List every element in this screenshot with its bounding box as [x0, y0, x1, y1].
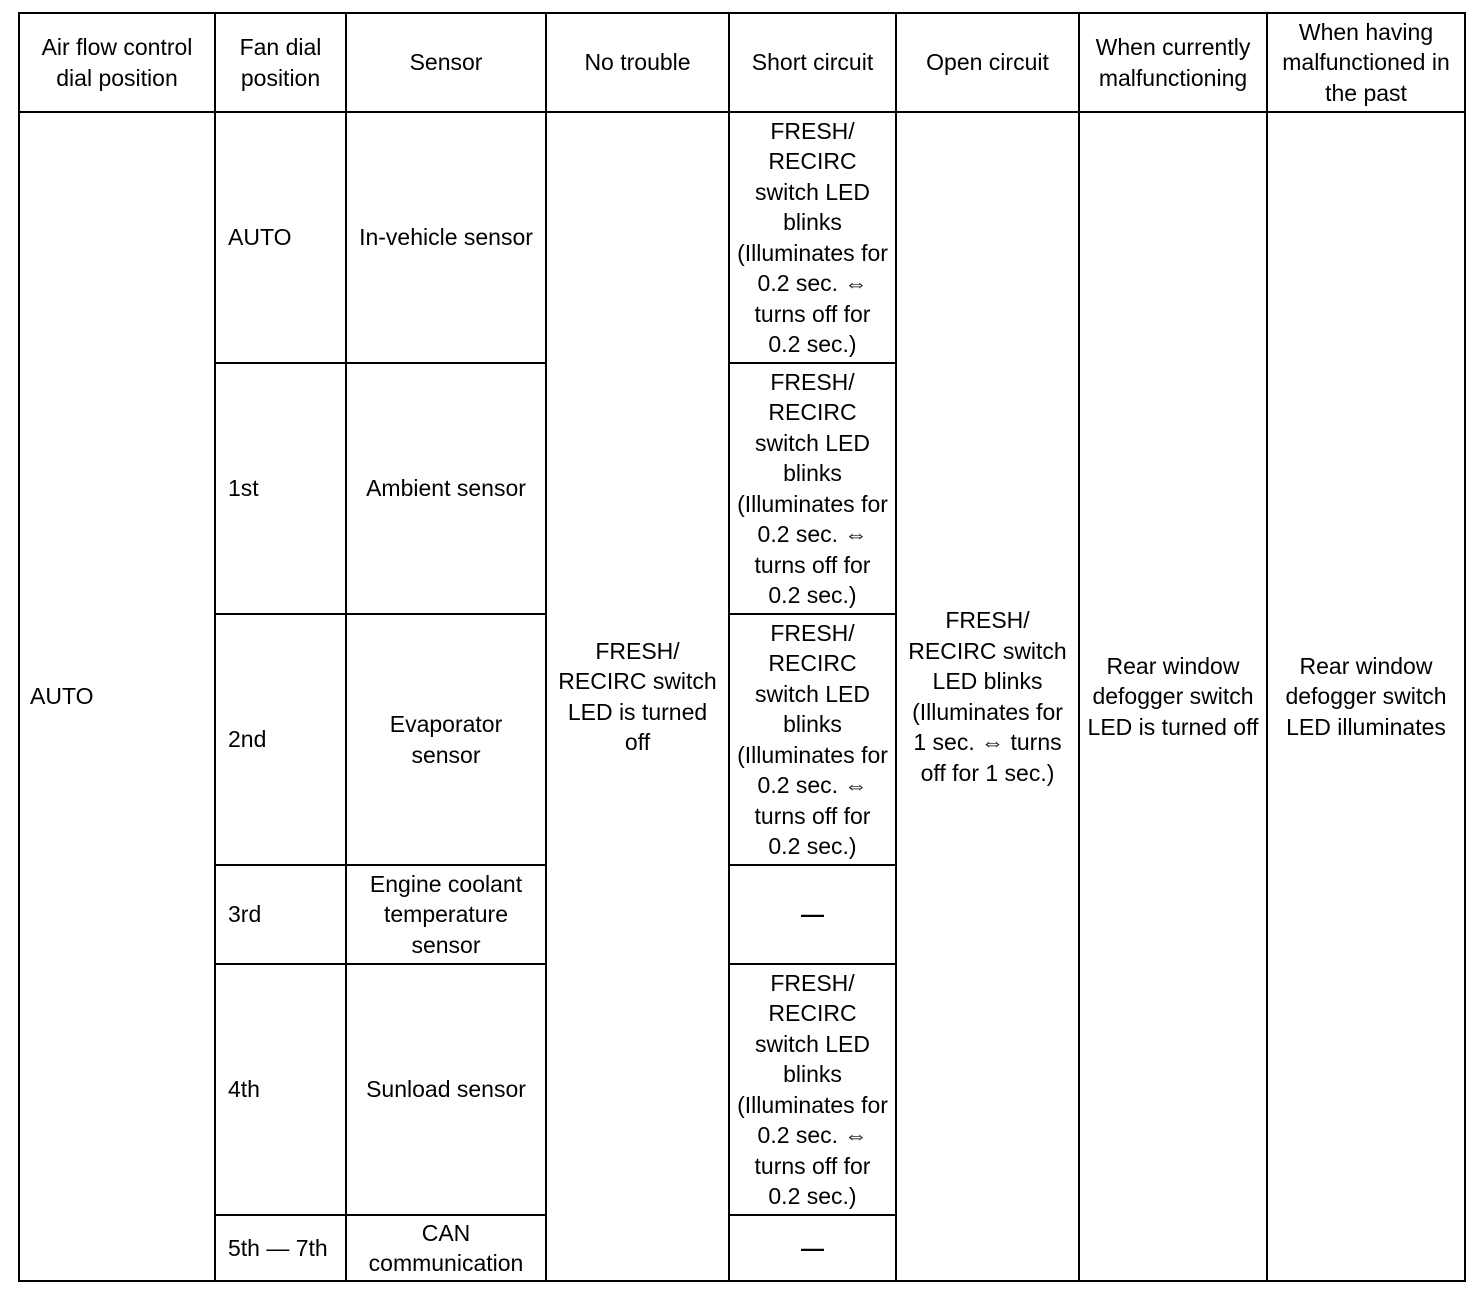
sensor-cell: Evaporator sensor: [346, 614, 546, 865]
diagnosis-table: [18, 12, 1466, 1282]
no-trouble-value: FRESH/ RECIRC switch LED is turned off: [546, 112, 729, 1281]
short-circuit-cell: FRESH/ RECIRC switch LED blinks (Illuminates for 0.2 sec. ⇔ turns off for 0.2 sec.): [729, 614, 896, 865]
fan-dial-cell: 3rd: [215, 865, 346, 964]
short-circuit-cell: FRESH/ RECIRC switch LED blinks (Illuminates for 0.2 sec. ⇔ turns off for 0.2 sec.): [729, 112, 896, 363]
sensor-cell: In-vehicle sensor: [346, 112, 546, 363]
sensor-cell: Ambient sensor: [346, 363, 546, 614]
header-fan-dial: Fan dial position: [215, 13, 346, 112]
header-short-circuit: Short circuit: [729, 13, 896, 112]
fan-dial-cell: 2nd: [215, 614, 346, 865]
short-circuit-cell: —: [729, 1215, 896, 1281]
sensor-cell: Sunload sensor: [346, 964, 546, 1215]
header-currently-malfunctioning: When currently malfunctioning: [1079, 13, 1267, 112]
currently-malfunctioning-value: Rear window defogger switch LED is turned off: [1079, 112, 1267, 1281]
sensor-cell: CAN communication: [346, 1215, 546, 1281]
sensor-cell: Engine coolant temperature sensor: [346, 865, 546, 964]
malfunctioned-past-value: Rear window defogger switch LED illuminates: [1267, 112, 1465, 1281]
table-row: [19, 112, 1465, 363]
fan-dial-cell: 1st: [215, 363, 346, 614]
header-row: [19, 13, 1465, 112]
short-circuit-cell: FRESH/ RECIRC switch LED blinks (Illuminates for 0.2 sec. ⇔ turns off for 0.2 sec.): [729, 363, 896, 614]
fan-dial-cell: 4th: [215, 964, 346, 1215]
short-circuit-cell: FRESH/ RECIRC switch LED blinks (Illuminates for 0.2 sec. ⇔ turns off for 0.2 sec.): [729, 964, 896, 1215]
header-air-flow: Air flow control dial position: [19, 13, 215, 112]
open-circuit-value: FRESH/ RECIRC switch LED blinks (Illuminates for 1 sec. ⇔ turns off for 1 sec.): [896, 112, 1079, 1281]
fan-dial-cell: AUTO: [215, 112, 346, 363]
header-no-trouble: No trouble: [546, 13, 729, 112]
header-sensor: Sensor: [346, 13, 546, 112]
air-flow-value: AUTO: [19, 112, 215, 1281]
short-circuit-cell: —: [729, 865, 896, 964]
header-open-circuit: Open circuit: [896, 13, 1079, 112]
header-malfunctioned-past: When having malfunctioned in the past: [1267, 13, 1465, 112]
fan-dial-cell: 5th — 7th: [215, 1215, 346, 1281]
